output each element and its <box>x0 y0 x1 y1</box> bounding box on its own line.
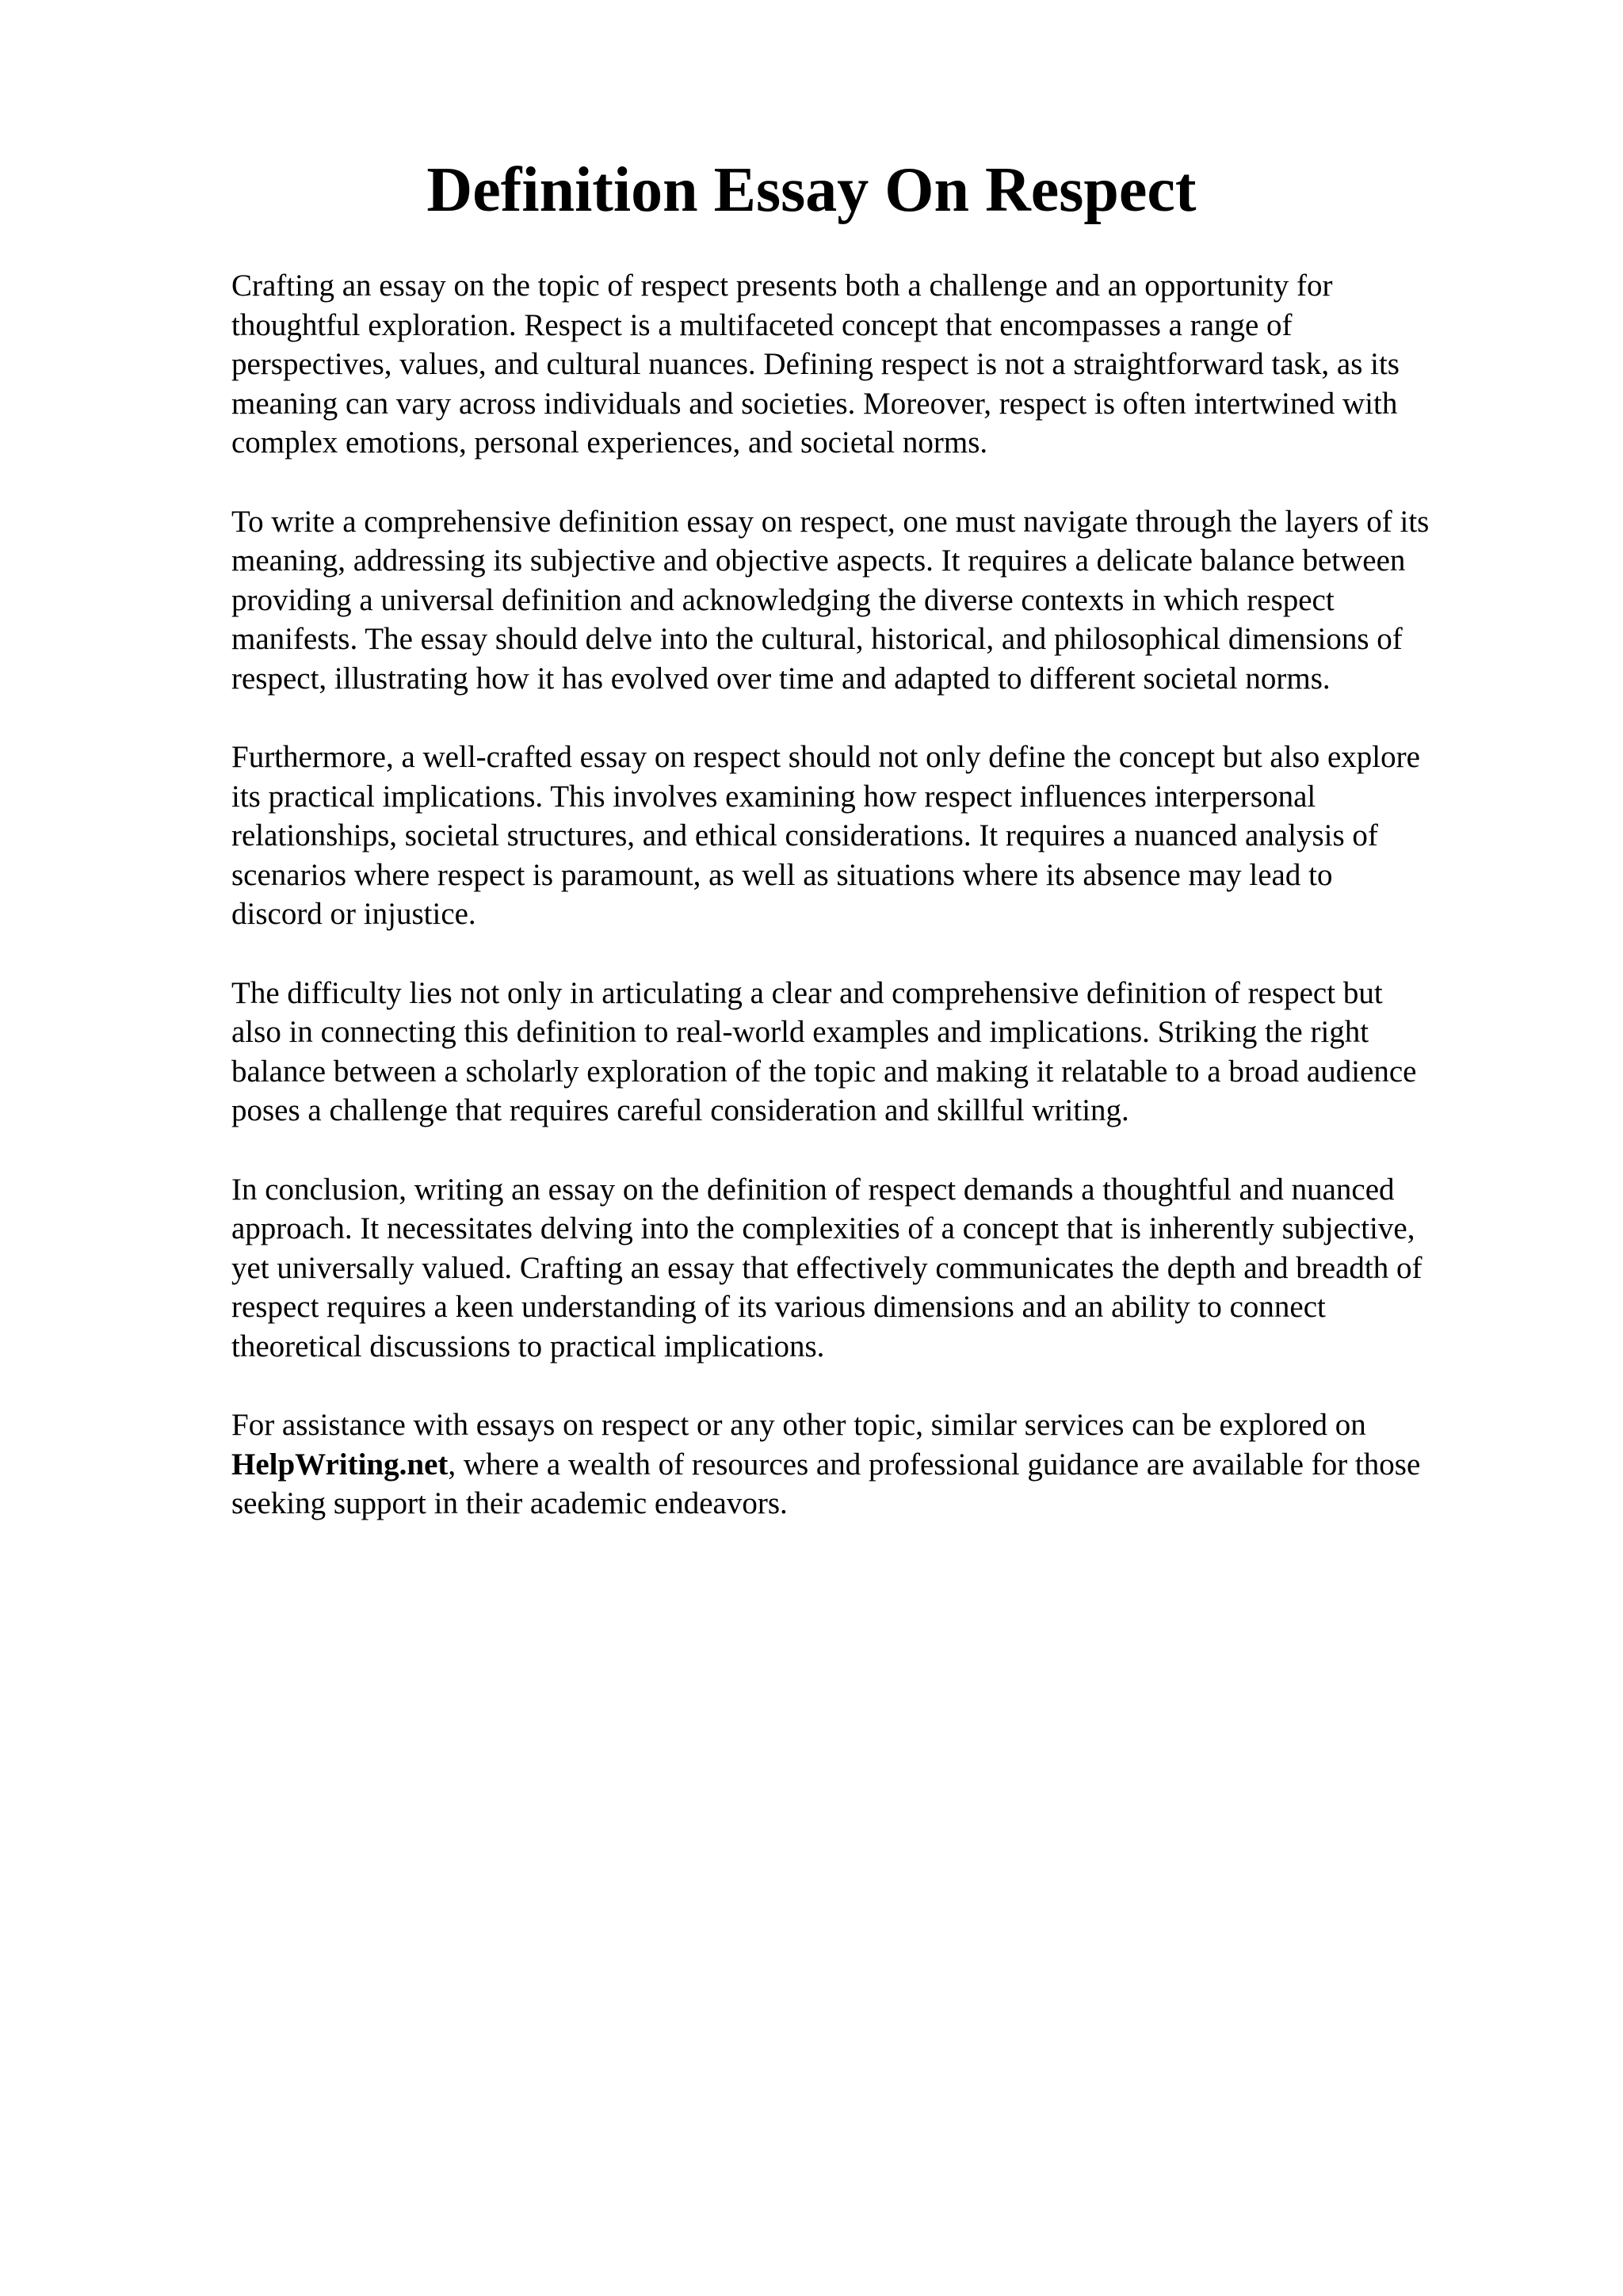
paragraph-6-intro: For assistance with essays on respect or any other topic, similar services can be explored on <box>231 1408 1366 1442</box>
paragraph-2: To write a comprehensive definition essay on respect, one must navigate through the layers of its meaning, addressing its subjective and objective aspects. It requires a delicate balance between providing a universal definition and acknowledging the diverse contexts in which respect manifests. The essay should delve into the cultural, historical, and philosophical dimensions of respect, illustrating how it has evolved over time and adapted to different societal norms. <box>231 504 1430 696</box>
paragraph-3: Furthermore, a well-crafted essay on respect should not only define the concept but also explore its practical implications. This involves examining how respect influences interpersonal relationships, societal structures, and ethical considerations. It requires a nuanced analysis of scenarios where respect is paramount, as well as situations where its absence may lead to discord or injustice. <box>231 740 1420 931</box>
paragraph-1: Crafting an essay on the topic of respect presents both a challenge and an opportunity for thoughtful exploration. Respect is a multifaceted concept that encompasses a range of perspectives, values, and cultural nuances. Defining respect is not a straightforward task, as its meaning can vary across individuals and societies. Moreover, respect is often intertwined with complex emotions, personal experiences, and societal norms. <box>231 269 1400 460</box>
brand-link[interactable]: HelpWriting.net <box>231 1447 449 1482</box>
paragraph-6 <box>231 1405 1507 1524</box>
paragraph-6-outro: , where a wealth of resources and professional guidance are available for those seeking support in their academic endeavors. <box>231 1447 1421 1520</box>
page-title: Definition Essay On Respect <box>426 155 1197 225</box>
essay-body <box>231 266 1507 1563</box>
paragraph-5: In conclusion, writing an essay on the definition of respect demands a thoughtful and nuanced approach. It necessitates delving into the complexities of a concept that is inherently subjective, yet universally valued. Crafting an essay that effectively communicates the depth and breadth of respect requires a keen understanding of its various dimensions and an ability to connect theoretical discussions to practical implications. <box>231 1172 1423 1363</box>
paragraph-4: The difficulty lies not only in articulating a clear and comprehensive definition of respect but also in connecting this definition to real-world examples and implications. Striking the right balance between a scholarly exploration of the topic and making it relatable to a broad audience poses a challenge that requires careful consideration and skillful writing. <box>231 975 1417 1127</box>
